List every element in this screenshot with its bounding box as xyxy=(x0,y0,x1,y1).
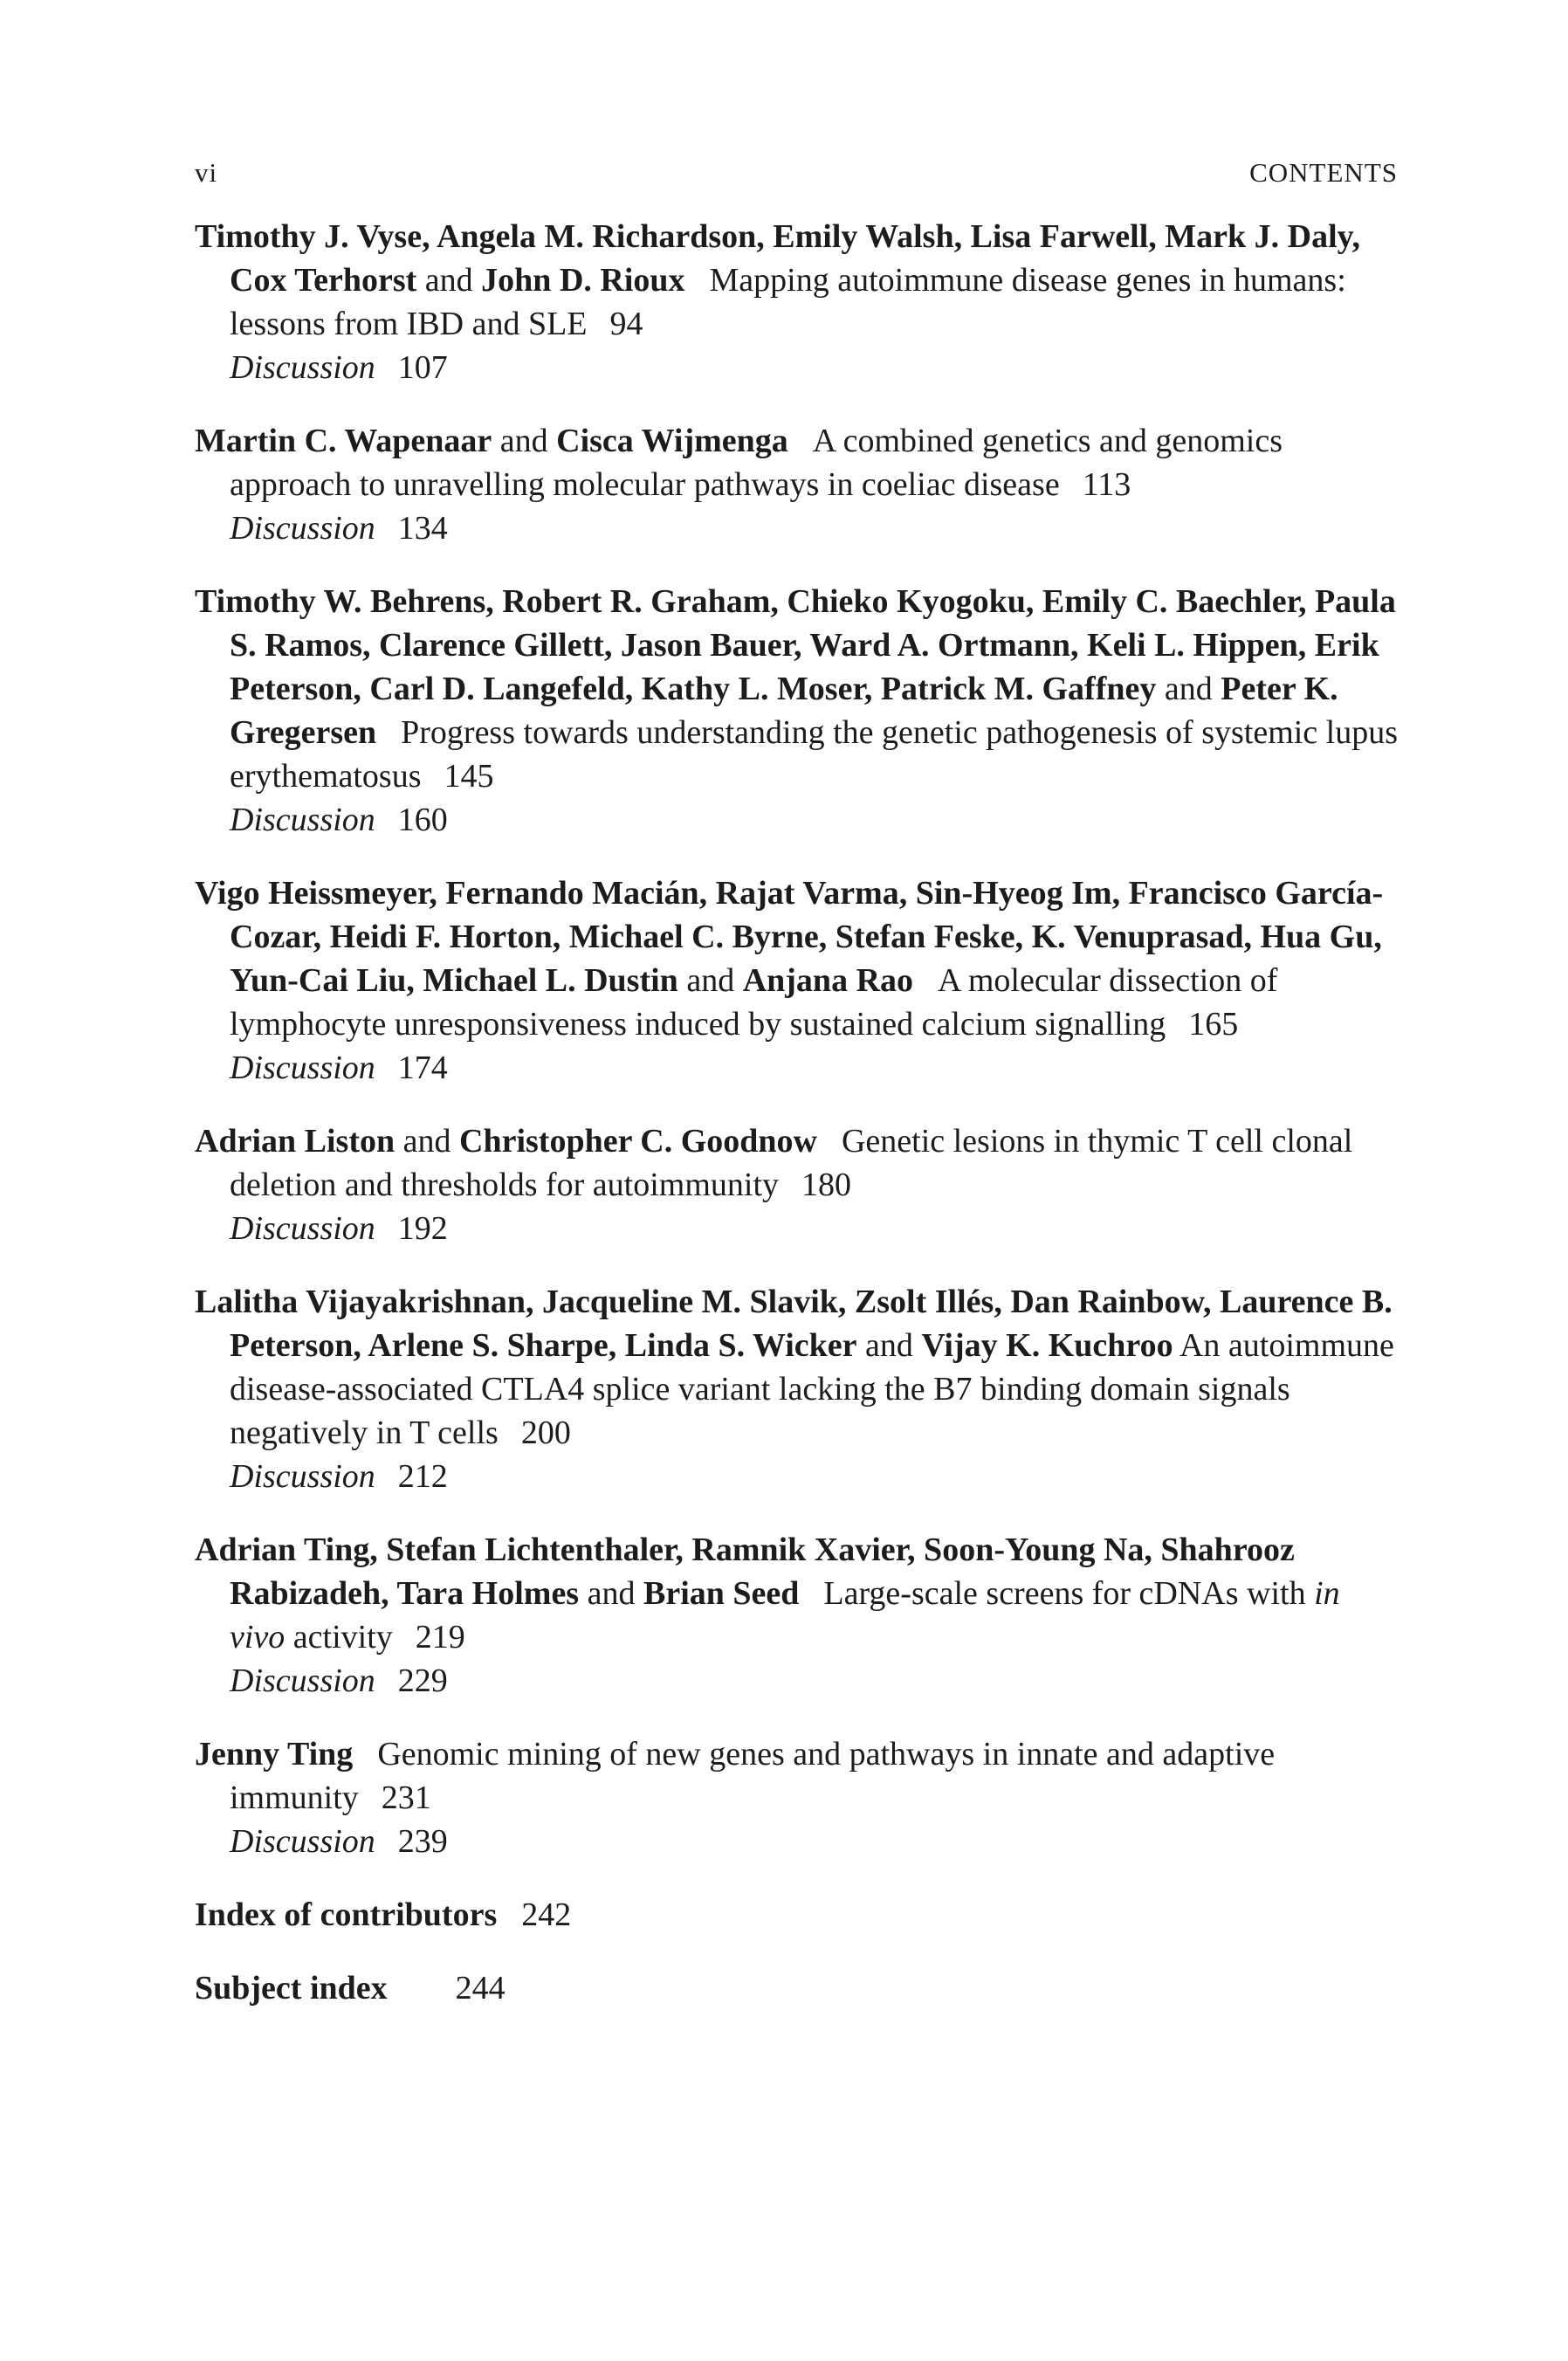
discussion-page-number: 160 xyxy=(397,802,448,838)
entry-title: A combined genetics and genomics approach to unravelling molecular pathways in coeliac disease xyxy=(230,423,1283,503)
contents-list xyxy=(195,215,1403,2040)
discussion-label: Discussion xyxy=(230,1050,375,1086)
entry-citation xyxy=(195,1528,1403,1659)
contents-entry xyxy=(195,215,1403,389)
entry-last-author: John D. Rioux xyxy=(481,262,685,299)
page-folio: vi xyxy=(195,157,218,188)
entry-discussion xyxy=(195,1659,1403,1703)
entry-authors: Vigo Heissmeyer, Fernando Macián, Rajat Varma, Sin-Hyeog Im, Francisco García-Cozar, Heidi F. Horton, Michael C. Byrne, Stefan Feske, K. Venuprasad, Hua Gu, Yun-Cai Liu, Michael L. Dustin xyxy=(195,875,1384,999)
entry-authors: Adrian Ting, Stefan Lichtenthaler, Ramnik Xavier, Soon-Young Na, Shahrooz Rabizadeh, Tara Holmes xyxy=(195,1532,1295,1612)
discussion-page-number: 174 xyxy=(397,1050,448,1086)
entry-title: Genetic lesions in thymic T cell clonal deletion and thresholds for autoimmunity xyxy=(230,1123,1353,1203)
discussion-label: Discussion xyxy=(230,1662,375,1699)
entry-last-author: Peter K. Gregersen xyxy=(230,671,1338,751)
subject-index-entry xyxy=(195,1966,1403,2010)
entry-citation xyxy=(195,1280,1403,1455)
index-page-number: 242 xyxy=(521,1896,572,1933)
discussion-label: Discussion xyxy=(230,510,375,547)
discussion-page-number: 229 xyxy=(397,1662,448,1699)
entry-authors: Martin C. Wapenaar xyxy=(195,423,492,459)
section-title: CONTENTS xyxy=(1249,157,1398,188)
entry-authors: Lalitha Vijayakrishnan, Jacqueline M. Slavik, Zsolt Illés, Dan Rainbow, Laurence B. Peterson, Arlene S. Sharpe, Linda S. Wicker xyxy=(195,1284,1393,1364)
contents-entry xyxy=(195,580,1403,842)
index-of-contributors-entry xyxy=(195,1893,1403,1937)
discussion-label: Discussion xyxy=(230,802,375,838)
contents-entry xyxy=(195,871,1403,1090)
entry-title-end: activity xyxy=(292,1619,393,1655)
entry-last-author: Cisca Wijmenga xyxy=(556,423,788,459)
entry-discussion xyxy=(195,1820,1403,1863)
discussion-label: Discussion xyxy=(230,1458,375,1495)
entry-page-number: 113 xyxy=(1082,466,1131,503)
entry-page-number: 200 xyxy=(520,1415,571,1451)
entry-last-author: Vijay K. Kuchroo xyxy=(921,1327,1173,1364)
contents-entry xyxy=(195,1528,1403,1703)
discussion-page-number: 107 xyxy=(397,349,448,386)
entry-conjunction: and xyxy=(402,1123,451,1160)
index-label: Index of contributors xyxy=(195,1896,498,1933)
entry-discussion xyxy=(195,506,1403,550)
entry-title: Mapping autoimmune disease genes in humans: lessons from IBD and SLE xyxy=(230,262,1346,342)
entry-author: Jenny Ting xyxy=(195,1736,354,1772)
discussion-label: Discussion xyxy=(230,349,375,386)
contents-entry xyxy=(195,1732,1403,1863)
discussion-page-number: 192 xyxy=(397,1210,448,1247)
entry-discussion xyxy=(195,1207,1403,1250)
entry-citation xyxy=(195,1119,1403,1207)
entry-title: Large-scale screens for cDNAs with xyxy=(823,1575,1306,1612)
contents-entry xyxy=(195,1280,1403,1498)
entry-discussion xyxy=(195,1046,1403,1090)
index-page-number: 244 xyxy=(455,1970,505,2007)
entry-conjunction: and xyxy=(686,962,735,999)
discussion-page-number: 212 xyxy=(397,1458,448,1495)
entry-page-number: 231 xyxy=(381,1779,431,1816)
entry-citation xyxy=(195,871,1403,1046)
discussion-page-number: 239 xyxy=(397,1823,448,1860)
entry-page-number: 165 xyxy=(1188,1006,1239,1043)
entry-last-author: Anjana Rao xyxy=(742,962,914,999)
contents-entry xyxy=(195,419,1403,550)
contents-entry xyxy=(195,1119,1403,1250)
entry-citation xyxy=(195,1732,1403,1820)
discussion-page-number: 134 xyxy=(397,510,448,547)
entry-conjunction: and xyxy=(587,1575,636,1612)
entry-last-author: Brian Seed xyxy=(643,1575,800,1612)
entry-citation xyxy=(195,419,1403,506)
entry-page-number: 219 xyxy=(415,1619,465,1655)
entry-discussion xyxy=(195,1455,1403,1498)
entry-page-number: 180 xyxy=(801,1167,852,1203)
entry-discussion xyxy=(195,798,1403,842)
entry-citation xyxy=(195,580,1403,798)
index-label: Subject index xyxy=(195,1970,388,2007)
entry-authors: Timothy J. Vyse, Angela M. Richardson, Emily Walsh, Lisa Farwell, Mark J. Daly, Cox Terhorst xyxy=(195,218,1361,299)
entry-page-number: 145 xyxy=(444,758,494,795)
entry-title: Progress towards understanding the genetic pathogenesis of systemic lupus erythematosus xyxy=(230,714,1399,795)
entry-authors: Adrian Liston xyxy=(195,1123,395,1160)
entry-conjunction: and xyxy=(865,1327,913,1364)
entry-citation xyxy=(195,215,1403,346)
entry-title: Genomic mining of new genes and pathways in innate and adaptive immunity xyxy=(230,1736,1276,1816)
entry-title: An autoimmune disease-associated CTLA4 splice variant lacking the B7 binding domain signals negatively in T cells xyxy=(230,1327,1394,1451)
entry-conjunction: and xyxy=(1164,671,1213,707)
entry-title: A molecular dissection of lymphocyte unresponsiveness induced by sustained calcium signalling xyxy=(230,962,1278,1043)
entry-authors: Timothy W. Behrens, Robert R. Graham, Chieko Kyogoku, Emily C. Baechler, Paula S. Ramos, Clarence Gillett, Jason Bauer, Ward A. Ortmann, Keli L. Hippen, Erik Peterson, Carl D. Langefeld, Kathy L. Moser, Patrick M. Gaffney xyxy=(195,583,1396,707)
discussion-label: Discussion xyxy=(230,1210,375,1247)
entry-title-italic: in vivo xyxy=(230,1575,1340,1655)
entry-page-number: 94 xyxy=(609,306,643,342)
entry-conjunction: and xyxy=(424,262,473,299)
entry-conjunction: and xyxy=(499,423,548,459)
discussion-label: Discussion xyxy=(230,1823,375,1860)
entry-last-author: Christopher C. Goodnow xyxy=(459,1123,817,1160)
entry-discussion xyxy=(195,346,1403,389)
